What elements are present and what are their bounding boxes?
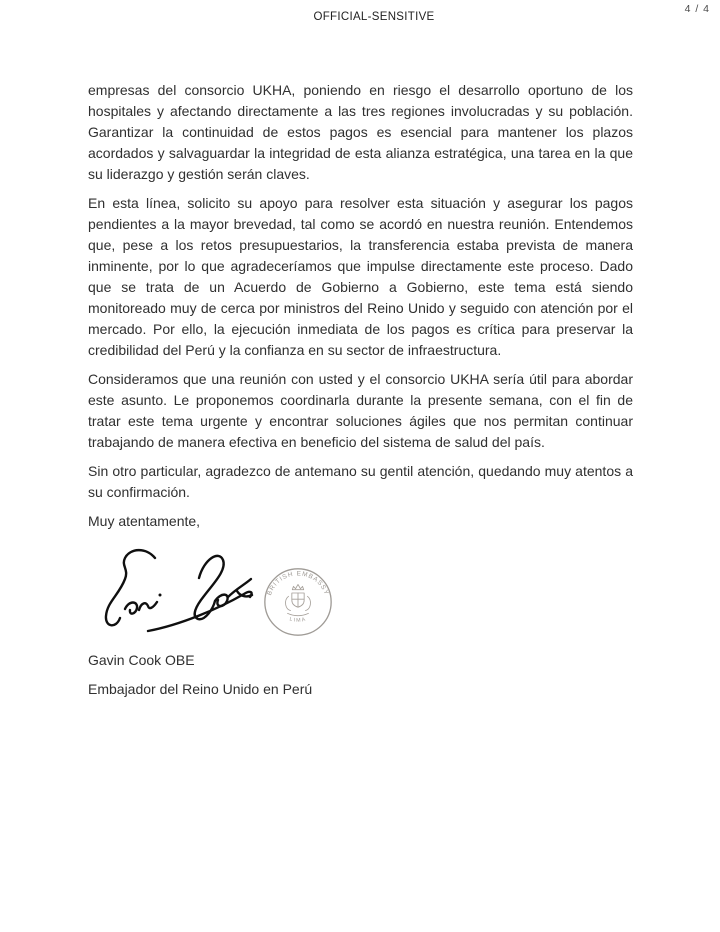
paragraph-2: En esta línea, solicito su apoyo para resolver esta situación y asegurar los pagos pendientes a la mayor brevedad, tal como se acordó en nuestra reunión. Entendemos que, pese a los retos presupuestarios, la transferencia estaba prevista de manera inminente, por lo que agradeceríamos que impulse directamente este proceso. Dado que se trata de un Acuerdo de Gobierno a Gobierno, este tema está siendo monitoreado muy de cerca por ministros del Reino Unido y seguido con atención por el mercado. Por ello, la ejecución inmediata de los pagos es crítica para preservar la credibilidad del Perú y la confianza en su sector de infraestructura. — [88, 195, 633, 358]
signature-block — [88, 546, 633, 650]
letter-body — [88, 80, 633, 708]
sender-name: Gavin Cook OBE — [88, 652, 195, 668]
svg-text:LIMA — [289, 616, 307, 623]
page-number: 4 / 4 — [684, 3, 710, 15]
classification-marking: OFFICIAL-SENSITIVE — [313, 11, 435, 23]
stamp-top-label: BRITISH EMBASSY — [266, 570, 330, 597]
handwritten-signature — [94, 546, 259, 638]
closing-salutation: Muy atentamente, — [88, 513, 201, 529]
sender-title: Embajador del Reino Unido en Perú — [88, 681, 313, 697]
svg-text:BRITISH EMBASSY — [266, 570, 330, 596]
stamp-bottom-label: LIMA — [288, 616, 308, 624]
coat-of-arms-icon — [285, 584, 310, 615]
paragraph-1: empresas del consorcio UKHA, poniendo en riesgo el desarrollo oportuno de los hospitales y afectando directamente a las tres regiones involucradas y su población. Garantizar la continuidad de estos pagos es esencial para mantener los plazos acordados y salvaguardar la integridad de esta alianza estratégica, una tarea en la que su liderazgo y gestión serán claves. — [88, 82, 633, 182]
embassy-stamp — [262, 566, 334, 638]
paragraph-3: Consideramos que una reunión con usted y el consorcio UKHA sería útil para abordar este asunto. Le proponemos coordinarla durante la presente semana, con el fin de tratar este tema urgente y encontrar soluciones ágiles que nos permitan continuar trabajando de manera efectiva en beneficio del sistema de salud del país. — [88, 371, 633, 450]
paragraph-4: Sin otro particular, agradezco de antemano su gentil atención, quedando muy atentos a su confirmación. — [88, 463, 633, 500]
